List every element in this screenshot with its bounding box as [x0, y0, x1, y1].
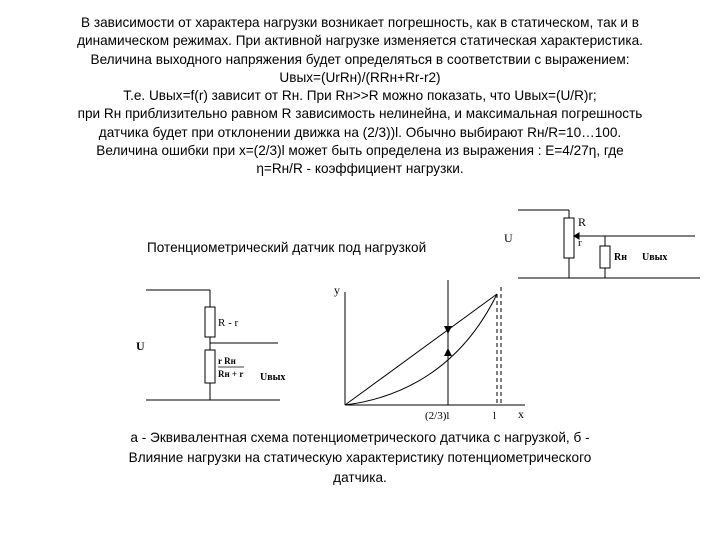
graph-x-label: x: [518, 407, 524, 421]
left-r2-den: Rн + r: [218, 369, 244, 379]
equivalent-circuit: [130, 280, 300, 410]
left-r1-label: R - r: [218, 317, 239, 329]
paragraph-line: динамическом режимах. При активной нагрузке изменяется статическая характеристика.: [77, 33, 643, 49]
paragraph-line: В зависимости от характера нагрузки возникает погрешность, как в статическом, так и в: [81, 15, 639, 30]
top-uout-label: Uвых: [642, 252, 668, 263]
top-rn-label: Rн: [614, 252, 627, 263]
top-r-small-label: r: [578, 237, 582, 249]
characteristic-graph: [320, 280, 540, 425]
paragraph-line: Т.е. Uвых=f(r) зависит от Rн. При Rн>>R можно показать, что Uвых=(U/R)r;: [123, 88, 597, 104]
top-right-circuit: [490, 200, 710, 290]
top-r-label: R: [578, 215, 587, 229]
graph-tick-l: l: [493, 410, 497, 422]
paragraph-line: Величина ошибки при x=(2/3)l может быть определена из выражения : E=4/27η, где: [96, 143, 624, 159]
left-r2-num: r Rн: [218, 356, 236, 366]
arrow-up-icon: [444, 348, 452, 356]
left-uout-label: Uвых: [260, 372, 286, 383]
caption-line: датчика.: [333, 470, 387, 485]
arrow-down-icon: [444, 326, 452, 334]
caption-line: Влияние нагрузки на статическую характеристику потенциометрического: [128, 450, 592, 465]
paragraph-line: при Rн приблизительно равном R зависимость нелинейна, и максимальная погрешность: [77, 106, 643, 122]
paragraph-line: Величина выходного напряжения будет определяться в соответствии с выражением:: [90, 51, 630, 67]
graph-tick-two-thirds: (2/3)l: [425, 410, 450, 422]
caption-line: а - Эквивалентная схема потенциометрического датчика с нагрузкой, б -: [130, 430, 590, 445]
figure-caption-top: Потенциометрический датчик под нагрузкой: [147, 240, 427, 255]
graph-y-label: y: [334, 283, 340, 297]
body-paragraph: [14, 14, 706, 179]
paragraph-line: η=Rн/R - коэффициент нагрузки.: [256, 161, 464, 177]
paragraph-line: датчика будет при отклонении движка на (2/3))l. Обычно выбирают Rн/R=10…100.: [98, 124, 622, 140]
figure-caption-bottom: [60, 428, 660, 488]
paragraph-formula: Uвых=(UrRн)/(RRн+Rr-r2): [279, 69, 441, 85]
top-u-label: U: [504, 231, 513, 245]
left-u-label: U: [136, 339, 145, 353]
